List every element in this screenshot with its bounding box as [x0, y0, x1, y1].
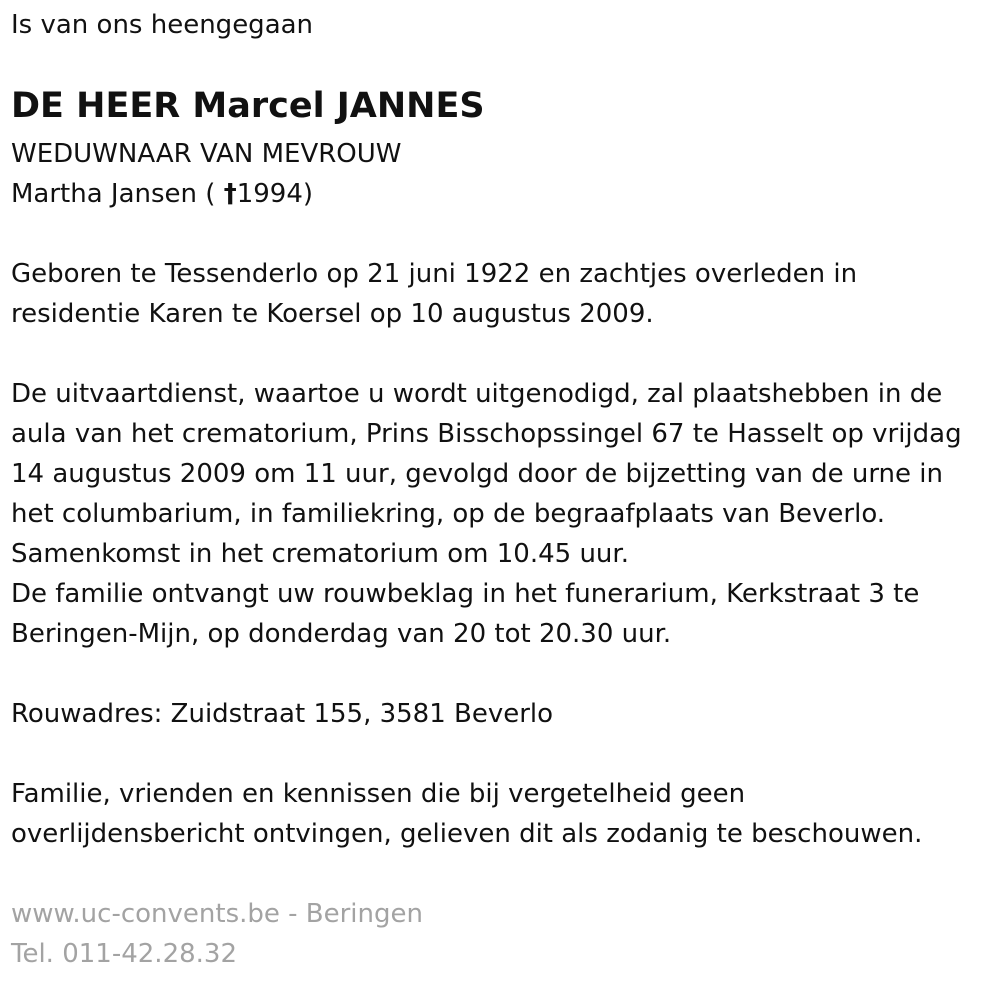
- mourning-address-block: [11, 694, 553, 734]
- paragraph-line: residentie Karen te Koersel op 10 augustus 2009.: [11, 299, 654, 329]
- widower-of-text: WEDUWNAAR VAN MEVROUW: [11, 139, 402, 169]
- spouse-name: Martha Jansen (: [11, 179, 216, 209]
- paragraph-line: Geboren te Tessenderlo op 21 juni 1922 en zachtjes overleden in: [11, 259, 858, 289]
- spouse-death-year: 1994): [236, 179, 314, 209]
- footer-website: www.uc-convents.be - Beringen: [11, 899, 423, 929]
- paragraph-line: Samenkomst in het crematorium om 10.45 uur.: [11, 539, 629, 569]
- intro-text: Is van ons heengegaan: [11, 10, 314, 40]
- paragraph-line: Familie, vrienden en kennissen die bij vergetelheid geen: [11, 779, 746, 809]
- footer-phone: Tel. 011-42.28.32: [11, 939, 238, 969]
- family-notice-paragraph: [11, 774, 922, 854]
- paragraph-line: De uitvaartdienst, waartoe u wordt uitgenodigd, zal plaatshebben in de: [11, 379, 943, 409]
- deceased-name: DE HEER Marcel JANNES: [11, 86, 485, 126]
- mourning-address: Rouwadres: Zuidstraat 155, 3581 Beverlo: [11, 699, 554, 729]
- paragraph-line: overlijdensbericht ontvingen, gelieven dit als zodanig te beschouwen.: [11, 819, 923, 849]
- birth-death-paragraph: [11, 254, 857, 334]
- paragraph-line: De familie ontvangt uw rouwbeklag in het funerarium, Kerkstraat 3 te: [11, 579, 920, 609]
- spouse-line: [11, 174, 402, 214]
- paragraph-line: 14 augustus 2009 om 11 uur, gevolgd door de bijzetting van de urne in: [11, 459, 943, 489]
- cross-icon: †: [223, 179, 237, 209]
- footer: [11, 894, 423, 974]
- widower-block: [11, 134, 402, 214]
- paragraph-line: Beringen-Mijn, op donderdag van 20 tot 20.30 uur.: [11, 619, 672, 649]
- paragraph-line: het columbarium, in familiekring, op de begraafplaats van Beverlo.: [11, 499, 886, 529]
- funeral-service-paragraph: [11, 374, 962, 654]
- paragraph-line: aula van het crematorium, Prins Bisschopssingel 67 te Hasselt op vrijdag: [11, 419, 962, 449]
